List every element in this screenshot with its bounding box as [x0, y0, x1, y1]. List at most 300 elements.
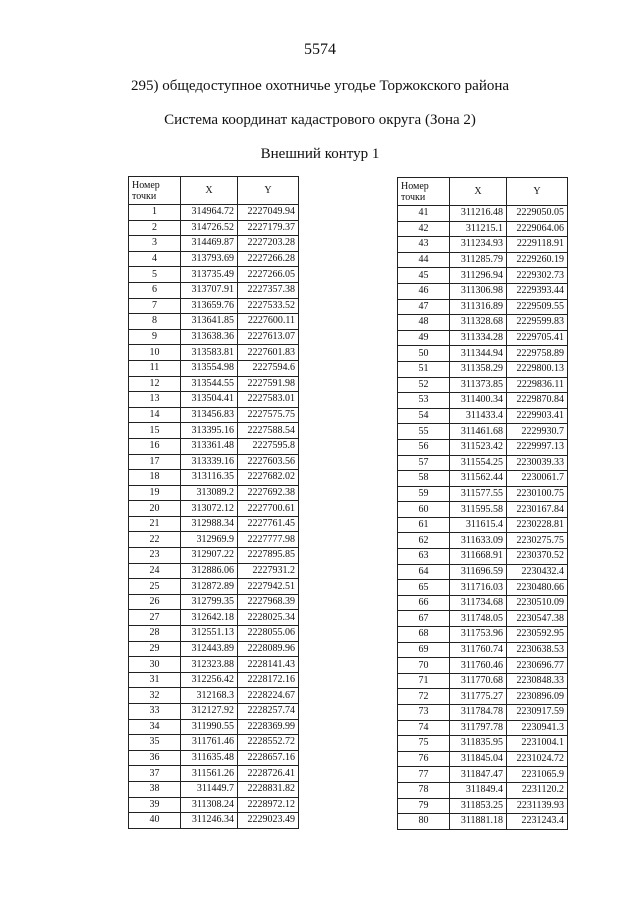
x-coordinate-cell: 314726.52 — [181, 220, 238, 236]
x-header: X — [450, 178, 507, 206]
point-number-cell: 76 — [398, 751, 450, 767]
y-coordinate-cell: 2230696.77 — [507, 658, 568, 674]
point-number-cell: 10 — [129, 345, 181, 361]
x-coordinate-cell: 311523.42 — [450, 439, 507, 455]
point-number-cell: 78 — [398, 782, 450, 798]
table-row — [129, 314, 299, 330]
point-number-cell: 46 — [398, 283, 450, 299]
x-coordinate-cell: 311734.68 — [450, 595, 507, 611]
point-number-cell: 40 — [129, 813, 181, 829]
x-coordinate-cell: 311215.1 — [450, 221, 507, 237]
table-row — [398, 486, 568, 502]
table-row — [129, 766, 299, 782]
point-number-cell: 66 — [398, 595, 450, 611]
table-row — [129, 470, 299, 486]
point-number-cell: 51 — [398, 361, 450, 377]
y-coordinate-cell: 2227533.52 — [238, 298, 299, 314]
y-coordinate-cell: 2227601.83 — [238, 345, 299, 361]
table-row — [129, 329, 299, 345]
y-coordinate-cell: 2231004.1 — [507, 736, 568, 752]
point-number-cell: 45 — [398, 268, 450, 284]
table-row — [398, 627, 568, 643]
x-coordinate-cell: 311562.44 — [450, 471, 507, 487]
y-coordinate-cell: 2230432.4 — [507, 564, 568, 580]
table-row — [398, 299, 568, 315]
table-row — [129, 594, 299, 610]
x-coordinate-cell: 312799.35 — [181, 594, 238, 610]
y-coordinate-cell: 2230896.09 — [507, 689, 568, 705]
y-coordinate-cell: 2229118.91 — [507, 237, 568, 253]
point-number-cell: 68 — [398, 627, 450, 643]
y-coordinate-cell: 2229023.49 — [238, 813, 299, 829]
y-coordinate-cell: 2231065.9 — [507, 767, 568, 783]
y-coordinate-cell: 2230100.75 — [507, 486, 568, 502]
point-number-cell: 37 — [129, 766, 181, 782]
y-coordinate-cell: 2230275.75 — [507, 533, 568, 549]
point-number-cell: 47 — [398, 299, 450, 315]
point-number-cell: 6 — [129, 282, 181, 298]
x-coordinate-cell: 313339.16 — [181, 454, 238, 470]
point-number-cell: 64 — [398, 564, 450, 580]
y-coordinate-cell: 2230917.59 — [507, 705, 568, 721]
y-coordinate-cell: 2231139.93 — [507, 798, 568, 814]
point-number-cell: 60 — [398, 502, 450, 518]
point-number-cell: 75 — [398, 736, 450, 752]
y-coordinate-cell: 2227591.98 — [238, 376, 299, 392]
y-coordinate-cell: 2229758.89 — [507, 346, 568, 362]
x-coordinate-cell: 311668.91 — [450, 549, 507, 565]
x-coordinate-cell: 311400.34 — [450, 393, 507, 409]
point-number-cell: 1 — [129, 205, 181, 221]
y-coordinate-cell: 2229050.05 — [507, 206, 568, 222]
table-row — [129, 501, 299, 517]
x-coordinate-cell: 313116.35 — [181, 470, 238, 486]
point-number-header: Номер точки — [398, 178, 450, 206]
point-number-cell: 65 — [398, 580, 450, 596]
point-number-cell: 53 — [398, 393, 450, 409]
table-row — [129, 719, 299, 735]
y-coordinate-cell: 2228055.06 — [238, 626, 299, 642]
y-coordinate-cell: 2227895.85 — [238, 548, 299, 564]
x-coordinate-cell: 311845.04 — [450, 751, 507, 767]
x-coordinate-cell: 311748.05 — [450, 611, 507, 627]
point-number-cell: 30 — [129, 657, 181, 673]
table-row — [398, 439, 568, 455]
point-number-cell: 4 — [129, 251, 181, 267]
table-row — [129, 376, 299, 392]
x-coordinate-cell: 311990.55 — [181, 719, 238, 735]
table-row — [129, 735, 299, 751]
point-number-cell: 62 — [398, 533, 450, 549]
point-number-cell: 44 — [398, 252, 450, 268]
table-row — [129, 657, 299, 673]
point-number-cell: 55 — [398, 424, 450, 440]
table-row — [129, 563, 299, 579]
point-number-cell: 61 — [398, 517, 450, 533]
x-coordinate-cell: 313072.12 — [181, 501, 238, 517]
y-coordinate-cell: 2230638.53 — [507, 642, 568, 658]
x-coordinate-cell: 311234.93 — [450, 237, 507, 253]
x-coordinate-cell: 313395.16 — [181, 423, 238, 439]
point-number-cell: 22 — [129, 532, 181, 548]
point-number-cell: 8 — [129, 314, 181, 330]
point-number-cell: 43 — [398, 237, 450, 253]
y-coordinate-cell: 2228089.96 — [238, 641, 299, 657]
table-row — [129, 345, 299, 361]
x-coordinate-cell: 311797.78 — [450, 720, 507, 736]
x-coordinate-cell: 312969.9 — [181, 532, 238, 548]
y-coordinate-cell: 2229800.13 — [507, 361, 568, 377]
y-coordinate-cell: 2227700.61 — [238, 501, 299, 517]
x-coordinate-cell: 311296.94 — [450, 268, 507, 284]
table-row — [129, 579, 299, 595]
x-coordinate-cell: 312256.42 — [181, 672, 238, 688]
x-coordinate-cell: 311449.7 — [181, 781, 238, 797]
y-coordinate-cell: 2229302.73 — [507, 268, 568, 284]
x-coordinate-cell: 311849.4 — [450, 782, 507, 798]
x-coordinate-cell: 312988.34 — [181, 516, 238, 532]
x-coordinate-cell: 312907.22 — [181, 548, 238, 564]
x-coordinate-cell: 312323.88 — [181, 657, 238, 673]
x-coordinate-cell: 311753.96 — [450, 627, 507, 643]
y-coordinate-cell: 2230510.09 — [507, 595, 568, 611]
table-row — [129, 516, 299, 532]
x-coordinate-cell: 313793.69 — [181, 251, 238, 267]
point-number-cell: 52 — [398, 377, 450, 393]
y-coordinate-cell: 2227583.01 — [238, 392, 299, 408]
x-coordinate-cell: 311358.29 — [450, 361, 507, 377]
y-coordinate-cell: 2228257.74 — [238, 704, 299, 720]
table-row — [129, 626, 299, 642]
point-number-cell: 63 — [398, 549, 450, 565]
y-coordinate-cell: 2227595.8 — [238, 438, 299, 454]
point-number-cell: 29 — [129, 641, 181, 657]
x-coordinate-cell: 311615.4 — [450, 517, 507, 533]
y-coordinate-cell: 2227357.38 — [238, 282, 299, 298]
point-number-cell: 38 — [129, 781, 181, 797]
table-row — [129, 438, 299, 454]
y-coordinate-cell: 2229599.83 — [507, 315, 568, 331]
x-coordinate-cell: 311761.46 — [181, 735, 238, 751]
y-coordinate-cell: 2228025.34 — [238, 610, 299, 626]
point-number-cell: 17 — [129, 454, 181, 470]
document-title: 295) общедоступное охотничье угодье Торжокского района — [130, 78, 510, 94]
point-number-cell: 59 — [398, 486, 450, 502]
y-coordinate-cell: 2229509.55 — [507, 299, 568, 315]
point-number-cell: 49 — [398, 330, 450, 346]
y-coordinate-cell: 2228141.43 — [238, 657, 299, 673]
table-row — [398, 206, 568, 222]
table-row — [398, 658, 568, 674]
point-number-cell: 27 — [129, 610, 181, 626]
point-number-cell: 36 — [129, 750, 181, 766]
x-coordinate-cell: 311770.68 — [450, 673, 507, 689]
x-coordinate-cell: 313544.55 — [181, 376, 238, 392]
y-coordinate-cell: 2228831.82 — [238, 781, 299, 797]
point-number-cell: 16 — [129, 438, 181, 454]
contour-heading: Внешний контур 1 — [260, 146, 380, 162]
table-row — [398, 315, 568, 331]
point-number-cell: 74 — [398, 720, 450, 736]
point-number-cell: 32 — [129, 688, 181, 704]
point-number-cell: 34 — [129, 719, 181, 735]
table-row — [129, 641, 299, 657]
y-coordinate-cell: 2227600.11 — [238, 314, 299, 330]
table-row — [398, 268, 568, 284]
y-coordinate-cell: 2227931.2 — [238, 563, 299, 579]
point-number-cell: 79 — [398, 798, 450, 814]
y-coordinate-cell: 2231243.4 — [507, 814, 568, 830]
point-number-cell: 26 — [129, 594, 181, 610]
point-number-cell: 28 — [129, 626, 181, 642]
point-number-cell: 21 — [129, 516, 181, 532]
x-coordinate-cell: 313089.2 — [181, 485, 238, 501]
y-coordinate-cell: 2229870.84 — [507, 393, 568, 409]
y-coordinate-cell: 2229997.13 — [507, 439, 568, 455]
x-coordinate-cell: 311784.78 — [450, 705, 507, 721]
table-row — [398, 642, 568, 658]
x-coordinate-cell: 311216.48 — [450, 206, 507, 222]
x-coordinate-cell: 313735.49 — [181, 267, 238, 283]
point-number-header: Номер точки — [129, 177, 181, 205]
table-row — [398, 377, 568, 393]
coordinates-table-right — [397, 177, 568, 830]
x-coordinate-cell: 311760.74 — [450, 642, 507, 658]
y-coordinate-cell: 2227575.75 — [238, 407, 299, 423]
y-coordinate-cell: 2228552.72 — [238, 735, 299, 751]
x-coordinate-cell: 312168.3 — [181, 688, 238, 704]
y-coordinate-cell: 2228224.67 — [238, 688, 299, 704]
x-coordinate-cell: 312872.89 — [181, 579, 238, 595]
table-row — [398, 705, 568, 721]
point-number-cell: 5 — [129, 267, 181, 283]
y-coordinate-cell: 2227588.54 — [238, 423, 299, 439]
y-coordinate-cell: 2228726.41 — [238, 766, 299, 782]
x-coordinate-cell: 311561.26 — [181, 766, 238, 782]
table-row — [129, 282, 299, 298]
table-row — [129, 407, 299, 423]
y-coordinate-cell: 2230167.84 — [507, 502, 568, 518]
y-coordinate-cell: 2229393.44 — [507, 283, 568, 299]
y-coordinate-cell: 2230480.66 — [507, 580, 568, 596]
x-coordinate-cell: 311696.59 — [450, 564, 507, 580]
y-coordinate-cell: 2227777.98 — [238, 532, 299, 548]
point-number-cell: 39 — [129, 797, 181, 813]
table-row — [398, 549, 568, 565]
point-number-cell: 58 — [398, 471, 450, 487]
point-number-cell: 2 — [129, 220, 181, 236]
point-number-cell: 73 — [398, 705, 450, 721]
y-coordinate-cell: 2228172.16 — [238, 672, 299, 688]
coordinate-system-subtitle: Система координат кадастрового округа (Зона 2) — [164, 112, 476, 128]
table-row — [398, 595, 568, 611]
table-row — [129, 454, 299, 470]
point-number-cell: 3 — [129, 236, 181, 252]
table-row — [398, 517, 568, 533]
table-row — [129, 813, 299, 829]
y-coordinate-cell: 2230848.33 — [507, 673, 568, 689]
y-coordinate-cell: 2230941.3 — [507, 720, 568, 736]
x-coordinate-cell: 311775.27 — [450, 689, 507, 705]
table-row — [129, 267, 299, 283]
page-number: 5574 — [304, 41, 336, 58]
x-coordinate-cell: 313641.85 — [181, 314, 238, 330]
x-coordinate-cell: 311461.68 — [450, 424, 507, 440]
y-coordinate-cell: 2229260.19 — [507, 252, 568, 268]
point-number-cell: 11 — [129, 360, 181, 376]
table-row — [129, 688, 299, 704]
table-row — [129, 750, 299, 766]
x-coordinate-cell: 312443.89 — [181, 641, 238, 657]
y-header: Y — [238, 177, 299, 205]
y-coordinate-cell: 2230039.33 — [507, 455, 568, 471]
point-number-cell: 48 — [398, 315, 450, 331]
x-coordinate-cell: 311306.98 — [450, 283, 507, 299]
table-row — [398, 252, 568, 268]
point-number-cell: 69 — [398, 642, 450, 658]
x-coordinate-cell: 313659.76 — [181, 298, 238, 314]
table-row — [129, 704, 299, 720]
x-coordinate-cell: 311308.24 — [181, 797, 238, 813]
table-row — [398, 221, 568, 237]
x-coordinate-cell: 311285.79 — [450, 252, 507, 268]
point-number-cell: 72 — [398, 689, 450, 705]
table-row — [398, 736, 568, 752]
point-number-cell: 54 — [398, 408, 450, 424]
point-number-cell: 15 — [129, 423, 181, 439]
table-row — [398, 782, 568, 798]
table-row — [398, 237, 568, 253]
table-row — [129, 205, 299, 221]
x-coordinate-cell: 313504.41 — [181, 392, 238, 408]
y-coordinate-cell: 2230061.7 — [507, 471, 568, 487]
x-coordinate-cell: 311328.68 — [450, 315, 507, 331]
point-number-cell: 41 — [398, 206, 450, 222]
x-coordinate-cell: 311635.48 — [181, 750, 238, 766]
x-coordinate-cell: 312642.18 — [181, 610, 238, 626]
x-coordinate-cell: 311881.18 — [450, 814, 507, 830]
table-row — [398, 393, 568, 409]
y-coordinate-cell: 2228369.99 — [238, 719, 299, 735]
table-row — [398, 533, 568, 549]
table-row — [129, 298, 299, 314]
point-number-cell: 80 — [398, 814, 450, 830]
point-number-cell: 14 — [129, 407, 181, 423]
point-number-cell: 20 — [129, 501, 181, 517]
table-row — [129, 220, 299, 236]
y-coordinate-cell: 2227266.05 — [238, 267, 299, 283]
point-number-cell: 50 — [398, 346, 450, 362]
table-row — [398, 471, 568, 487]
x-coordinate-cell: 312886.06 — [181, 563, 238, 579]
table-row — [129, 781, 299, 797]
y-coordinate-cell: 2230228.81 — [507, 517, 568, 533]
y-coordinate-cell: 2230547.38 — [507, 611, 568, 627]
y-header: Y — [507, 178, 568, 206]
y-coordinate-cell: 2227603.56 — [238, 454, 299, 470]
y-coordinate-cell: 2227203.28 — [238, 236, 299, 252]
x-coordinate-cell: 313707.91 — [181, 282, 238, 298]
y-coordinate-cell: 2227049.94 — [238, 205, 299, 221]
table-row — [398, 455, 568, 471]
y-coordinate-cell: 2229930.7 — [507, 424, 568, 440]
point-number-cell: 77 — [398, 767, 450, 783]
x-coordinate-cell: 311554.25 — [450, 455, 507, 471]
table-row — [398, 767, 568, 783]
x-coordinate-cell: 311716.03 — [450, 580, 507, 596]
table-row — [398, 751, 568, 767]
point-number-cell: 35 — [129, 735, 181, 751]
x-coordinate-cell: 311334.28 — [450, 330, 507, 346]
table-row — [398, 689, 568, 705]
table-row — [129, 423, 299, 439]
table-row — [398, 564, 568, 580]
x-coordinate-cell: 313456.83 — [181, 407, 238, 423]
x-coordinate-cell: 313361.48 — [181, 438, 238, 454]
x-coordinate-cell: 313638.36 — [181, 329, 238, 345]
table-row — [398, 283, 568, 299]
y-coordinate-cell: 2227594.6 — [238, 360, 299, 376]
table-row — [398, 580, 568, 596]
x-coordinate-cell: 311577.55 — [450, 486, 507, 502]
y-coordinate-cell: 2230592.95 — [507, 627, 568, 643]
point-number-cell: 19 — [129, 485, 181, 501]
table-row — [398, 611, 568, 627]
table-row — [398, 361, 568, 377]
y-coordinate-cell: 2228972.12 — [238, 797, 299, 813]
point-number-cell: 31 — [129, 672, 181, 688]
table-row — [129, 251, 299, 267]
table-row — [129, 532, 299, 548]
point-number-cell: 70 — [398, 658, 450, 674]
y-coordinate-cell: 2227266.28 — [238, 251, 299, 267]
y-coordinate-cell: 2231024.72 — [507, 751, 568, 767]
point-number-cell: 57 — [398, 455, 450, 471]
table-row — [129, 236, 299, 252]
table-row — [398, 502, 568, 518]
y-coordinate-cell: 2229836.11 — [507, 377, 568, 393]
y-coordinate-cell: 2227682.02 — [238, 470, 299, 486]
table-row — [129, 797, 299, 813]
y-coordinate-cell: 2230370.52 — [507, 549, 568, 565]
point-number-cell: 23 — [129, 548, 181, 564]
table-row — [129, 610, 299, 626]
point-number-cell: 13 — [129, 392, 181, 408]
table-row — [398, 814, 568, 830]
y-coordinate-cell: 2229705.41 — [507, 330, 568, 346]
table-row — [398, 720, 568, 736]
x-coordinate-cell: 311344.94 — [450, 346, 507, 362]
point-number-cell: 56 — [398, 439, 450, 455]
table-row — [398, 798, 568, 814]
coordinates-table-left — [128, 176, 299, 829]
point-number-cell: 9 — [129, 329, 181, 345]
point-number-cell: 33 — [129, 704, 181, 720]
point-number-cell: 24 — [129, 563, 181, 579]
x-coordinate-cell: 311433.4 — [450, 408, 507, 424]
x-coordinate-cell: 314469.87 — [181, 236, 238, 252]
y-coordinate-cell: 2227692.38 — [238, 485, 299, 501]
y-coordinate-cell: 2227761.45 — [238, 516, 299, 532]
y-coordinate-cell: 2227179.37 — [238, 220, 299, 236]
y-coordinate-cell: 2228657.16 — [238, 750, 299, 766]
point-number-cell: 71 — [398, 673, 450, 689]
point-number-cell: 67 — [398, 611, 450, 627]
table-row — [398, 346, 568, 362]
table-row — [129, 392, 299, 408]
table-header-row — [398, 178, 568, 206]
point-number-cell: 12 — [129, 376, 181, 392]
